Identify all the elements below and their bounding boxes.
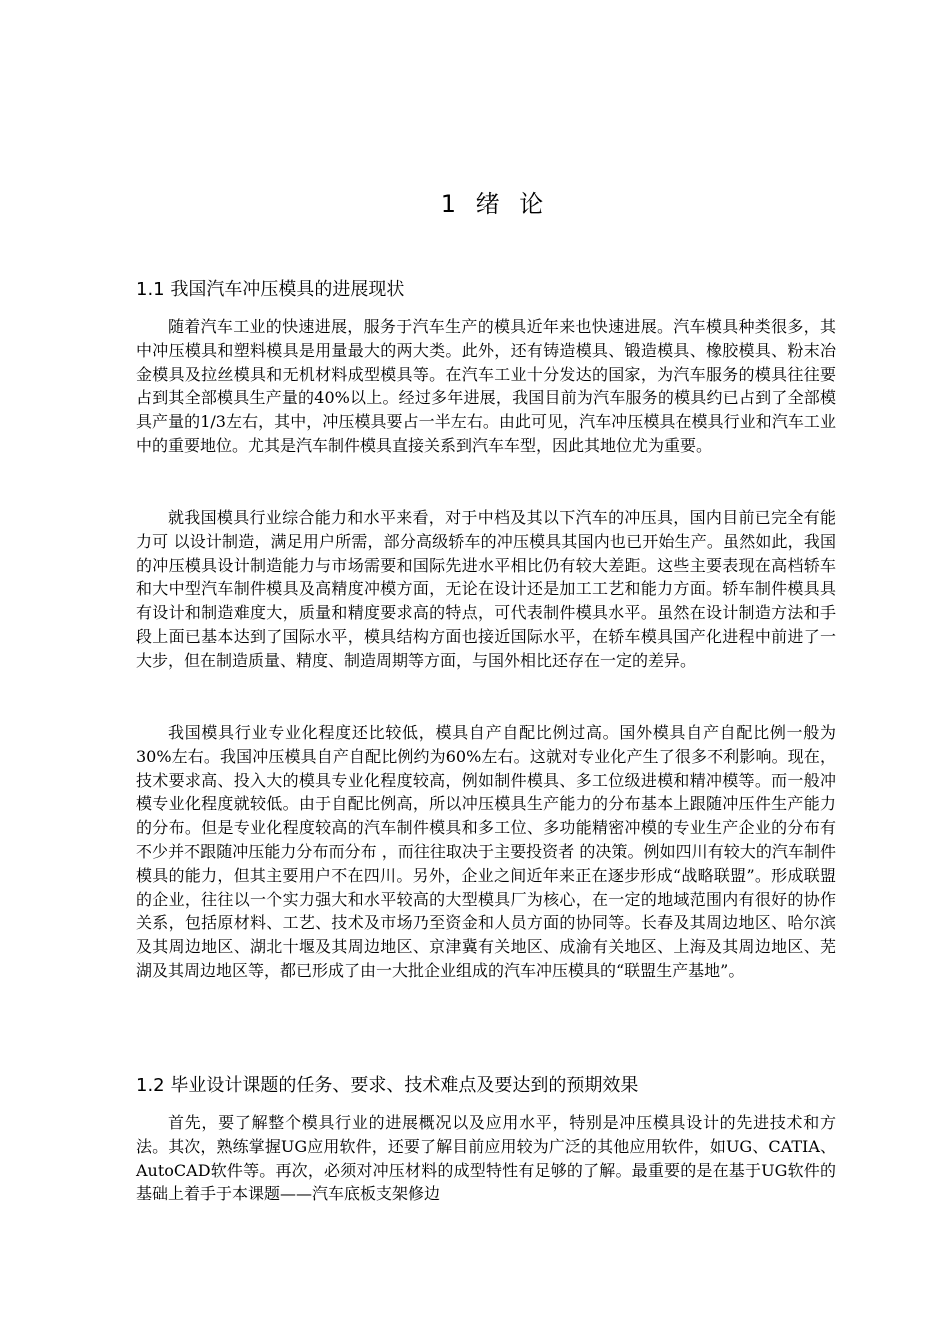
section-heading-1-2: 1.2 毕业设计课题的任务、要求、技术难点及要达到的预期效果 [136,1075,639,1096]
paragraph-1: 随着汽车工业的快速进展，服务于汽车生产的模具近年来也快速进展。汽车模具种类很多，其中冲压模具和塑料模具是用量最大的两大类。此外，还有铸造模具、锻造模具、橡胶模具、粉末冶金模具及拉丝模具和无机材料成型模具等。在汽车工业十分发达的国家，为汽车服务的模具往往要占到其全部模具生产量的40%以上。经过多年进展，我国目前为汽车服务的模具约已占到了全部模具产量的1/3左右，其中，冲压模具要占一半左右。由此可见，汽车冲压模具在模具行业和汽车工业中的重要地位。尤其是汽车制件模具直接关系到汽车车型，因此其地位尤为重要。 [136,317,836,455]
paragraph-4: 首先，要了解整个模具行业的进展概况以及应用水平，特别是冲压模具设计的先进技术和方法。其次，熟练掌握UG应用软件，还要了解目前应用较为广泛的其他应用软件，如UG、CATIA、AutoCAD软件等。再次，必须对冲压材料的成型特性有足够的了解。最重要的是在基于UG软件的基础上着手于本课题——汽车底板支架修边 [136,1113,836,1204]
section-heading-1-1: 1.1 我国汽车冲压模具的进展现状 [136,279,405,300]
chapter-title: 1 绪 论 [440,190,550,218]
paragraph-2: 就我国模具行业综合能力和水平来看，对于中档及其以下汽车的冲压具，国内目前已完全有能力可 以设计制造，满足用户所需，部分高级轿车的冲压模具其国内也已开始生产。虽然如此，我国的冲压模具设计制造能力与市场需要和国际先进水平相比仍有较大差距。这些主要表现在高档轿车和大中型汽车制件模具及高精度冲模方面，无论在设计还是加工工艺和能力方面。轿车制件模具具有设计和制造难度大，质量和精度要求高的特点，可代表制件模具水平。虽然在设计制造方法和手段上面已基本达到了国际水平，模具结构方面也接近国际水平，在轿车模具国产化进程中前进了一大步，但在制造质量、精度、制造周期等方面，与国外相比还存在一定的差异。 [136,508,836,670]
paragraph-3: 我国模具行业专业化程度还比较低，模具自产自配比例过高。国外模具自产自配比例一般为30%左右。我国冲压模具自产自配比例约为60%左右。这就对专业化产生了很多不利影响。现在，技术要求高、投入大的模具专业化程度较高，例如制件模具、多工位级进模和精冲模等。而一般冲模专业化程度就较低。由于自配比例高，所以冲压模具生产能力的分布基本上跟随冲压件生产能力的分布。但是专业化程度较高的汽车制件模具和多工位、多功能精密冲模的专业生产企业的分布有不少并不跟随冲压能力分布而分布 ，而往往取决于主要投资者 的决策。例如四川有较大的汽车制件模具的能力，但其主要用户不在四川。另外，企业之间近年来正在逐步形成“战略联盟”。形成联盟的企业，往往以一个实力强大和水平较高的大型模具厂为核心，在一定的地域范围内有很好的协作关系，包括原材料、工艺、技术及市场乃至资金和人员方面的协同等。长春及其周边地区、哈尔滨及其周边地区、湖北十堰及其周边地区、京津冀有关地区、成渝有关地区、上海及其周边地区、芜湖及其周边地区等，都已形成了由一大批企业组成的汽车冲压模具的“联盟生产基地”。 [136,723,836,980]
